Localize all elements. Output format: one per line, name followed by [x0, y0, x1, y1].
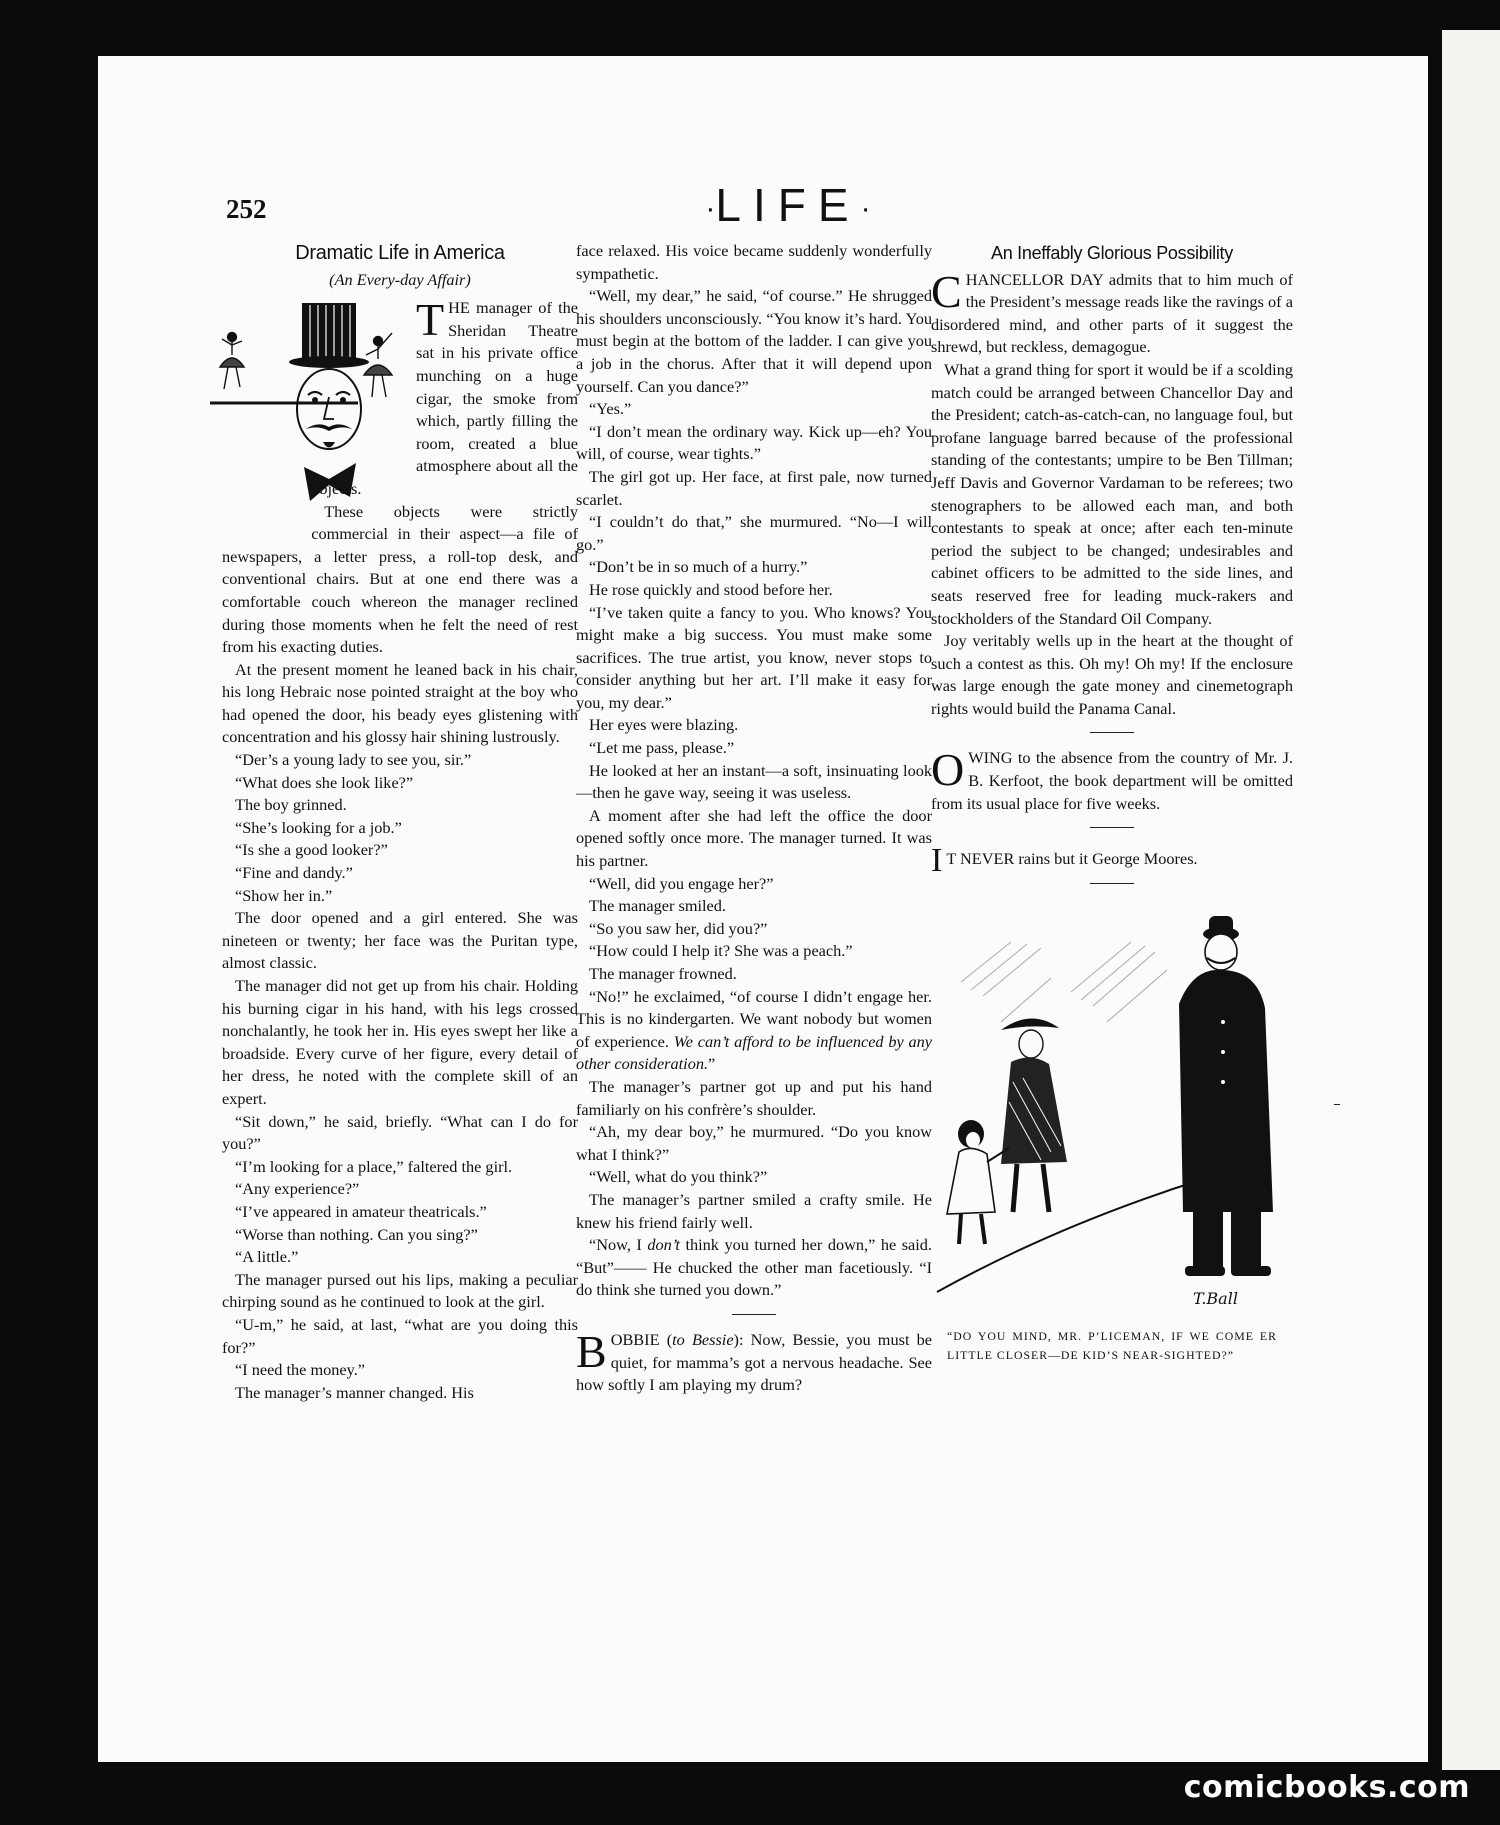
- italic-run: to Bessie: [672, 1329, 734, 1349]
- dialogue-line: “Well, what do you think?”: [589, 1167, 768, 1187]
- dialogue-line: “Any experience?”: [235, 1179, 360, 1199]
- article-title-ineffably-glorious: An Ineffably Glorious Possibility: [991, 243, 1233, 263]
- paragraph: The manager’s partner got up and put his hand familiarly on his confrère’s shoulder.: [576, 1076, 932, 1119]
- policeman-cartoon: [931, 912, 1291, 1317]
- paragraph: “Ah, my dear boy,” he murmured. “Do you know what I think?”: [576, 1122, 932, 1164]
- paragraph: The door opened and a girl entered. She was nineteen or twenty; her face was the Puritan type, almost classic.: [222, 908, 578, 973]
- paragraph: What a grand thing for sport it would be if a scolding match could be arranged between Chancellor Day and the President; catch-as-catch-can, no language foul, but profane language barred because of the professional standing of the contestants; umpire to be Ben Tillman; Jeff Davis and Governor Vardaman to be referees; two stenographers to be allowed each man, and both contestants to speak at once; after each ten-minute period the subject to be changed; undesirables and cabinet officers to be admitted to the side lines, and seats reserved free for leading muck-rakers and stockholders of the Standard Oil Company.: [931, 359, 1293, 628]
- dialogue-line: “I need the money.”: [235, 1360, 366, 1380]
- paragraph: [576, 986, 932, 1076]
- bobbie-joke: [576, 1325, 933, 1397]
- paragraph: “I couldn’t do that,” she murmured. “No—I will go.”: [576, 512, 932, 554]
- paragraph: “Well, my dear,” he said, “of course.” He shrugged his shoulders unconsciously. “You know it’s hard. You must begin at the bottom of the ladder. I can give you a job in the chorus. After that it will depend upon yourself. Can you dance?”: [576, 286, 932, 396]
- dialogue-line: Her eyes were blazing.: [589, 715, 739, 735]
- italic-run: don’t: [647, 1235, 680, 1255]
- dropcap-i: I: [931, 842, 943, 880]
- paragraph: HE manager of the Sheridan Theatre sat in his private office munching on a huge cigar, the smoke from which, partly filling the room, created a blue atmosphere about all the objects.: [311, 298, 578, 498]
- paragraph: The manager’s partner smiled a crafty smile. He knew his friend fairly well.: [576, 1189, 932, 1232]
- paragraph: WING to the absence from the country of Mr. J. B. Kerfoot, the book department will be omitted from its usual place for five weeks.: [931, 748, 1293, 813]
- column-1: [222, 240, 578, 1404]
- dialogue-line: “Is she a good looker?”: [235, 840, 388, 860]
- magazine-page: [98, 56, 1428, 1762]
- masthead-title: LIFE: [715, 179, 861, 231]
- dialogue-line: The manager frowned.: [589, 964, 737, 983]
- paragraph: The manager pursed out his lips, making a peculiar chirping sound as he continued to look at the girl.: [222, 1269, 578, 1312]
- text-run: ”: [708, 1054, 716, 1074]
- dialogue-line: “A little.”: [235, 1247, 299, 1267]
- paragraph: The girl got up. Her face, at first pale, now turned scarlet.: [576, 466, 932, 509]
- text-run: “No!” he exclaimed, “of course I didn’t engage her. This is no kindergarten. We want nobody but women of experience.: [576, 986, 932, 1051]
- paragraph: At the present moment he leaned back in his chair, his long Hebraic nose pointed straight at the boy who had opened the door, his beady eyes glistening with concentration and his glossy hair shining lustrously.: [222, 659, 578, 747]
- paragraph: [576, 1234, 932, 1302]
- divider-rule: [1090, 827, 1134, 828]
- dialogue-line: “Worse than nothing. Can you sing?”: [235, 1224, 478, 1244]
- text-run: think you turned her down,” he said. “But”—— He chucked the other man facetiously. “I do think she turned you down.”: [576, 1235, 933, 1300]
- dialogue-line: “So you saw her, did you?”: [589, 918, 768, 938]
- dropcap-t: T: [416, 294, 445, 346]
- italic-run: We can’t afford to be influenced by any other consideration.: [576, 1031, 932, 1074]
- paragraph: A moment after she had left the office the door opened softly once more. The manager turned. It was his partner.: [576, 805, 932, 871]
- dialogue-line: “Show her in.”: [235, 885, 333, 905]
- artist-signature: T.Ball: [1193, 1288, 1238, 1308]
- quip-george-moores: [931, 842, 1293, 880]
- dialogue-line: “Well, did you engage her?”: [589, 873, 774, 893]
- dialogue-line: “Don’t be in so much of a hurry.”: [589, 557, 808, 577]
- paragraph: “I’m looking for a place,” faltered the girl.: [235, 1156, 513, 1176]
- page-number: 252: [226, 194, 267, 224]
- policeman-figure: [1179, 916, 1273, 1276]
- paragraph: “How could I help it? She was a peach.”: [589, 941, 853, 961]
- paragraph: [576, 1325, 933, 1397]
- dialogue-line: “Yes.”: [589, 399, 632, 419]
- paragraph: T NEVER rains but it George Moores.: [946, 849, 1198, 869]
- margin-mark: [1334, 1104, 1340, 1105]
- dialogue-line: “I’ve appeared in amateur theatricals.”: [235, 1201, 487, 1221]
- adjacent-page-edge: [1442, 30, 1500, 1770]
- dancer-figure: [220, 333, 244, 390]
- masthead: ·LIFE·: [705, 179, 871, 231]
- paragraph: The manager did not get up from his chair. Holding his burning cigar in his hand, with his legs crossed nonchalantly, he took her in. His eyes swept her like a broadside. Every curve of her figure, every detail of her dress, he noted with the complete skill of an expert.: [222, 976, 578, 1108]
- paragraph: The manager’s manner changed. His: [235, 1382, 474, 1402]
- paragraph: These objects were strictly commercial in their aspect—a file of newspapers, a letter press, a roll-top desk, and conventional chairs. But at one end there was a comfortable couch whereon the manager reclined during those moments when he felt the need of rest from his exacting duties.: [222, 501, 578, 657]
- column-3: [931, 240, 1293, 1365]
- paragraph: “U-m,” he said, at last, “what are you doing this for?”: [222, 1314, 578, 1357]
- site-watermark: comicbooks.com: [1183, 1770, 1470, 1805]
- dropcap-c: C: [931, 265, 962, 317]
- text-run: “Now, I: [589, 1235, 648, 1255]
- dialogue-line: “Der’s a young lady to see you, sir.”: [235, 750, 472, 770]
- paragraph: face relaxed. His voice became suddenly wonderfully sympathetic.: [576, 241, 932, 283]
- child-figure: [947, 1120, 1009, 1244]
- divider-rule: [732, 1314, 776, 1315]
- article-subtitle: (An Every-day Affair): [329, 269, 471, 289]
- paragraph: HANCELLOR DAY admits that to him much of the President’s message reads like the ravings of a disordered mind, and other parts of it suggest the shrewd, but reckless, demagogue.: [931, 269, 1293, 357]
- cartoon-caption: “DO YOU MIND, MR. P’LICEMAN, IF WE COME ER LITTLE CLOSER—DE KID’S NEAR-SIGHTED?”: [947, 1329, 1277, 1363]
- divider-rule: [1090, 883, 1134, 884]
- paragraph: “I’ve taken quite a fancy to you. Who knows? You might make a big success. You must make some sacrifices. The true artist, you know, never stops to consider anything but her art. I’ll make it easy for you, my dear.”: [576, 602, 932, 712]
- dialogue-line: “Fine and dandy.”: [235, 863, 353, 883]
- paragraph: “Sit down,” he said, briefly. “What can I do for you?”: [222, 1111, 578, 1154]
- text-run: OBBIE (: [610, 1329, 673, 1349]
- paragraph: Joy veritably wells up in the heart at the thought of such a contest as this. Oh my! Oh my! If the enclosure was large enough the gate money and cinemetograph rights would build the Panama Canal.: [931, 631, 1293, 718]
- girl-figure: [1001, 1018, 1067, 1212]
- manager-cigar-illustration: [210, 297, 410, 525]
- dropcap-b: B: [576, 1325, 607, 1377]
- dialogue-line: “She’s looking for a job.”: [235, 817, 402, 837]
- notice-kerfoot: [931, 744, 1293, 815]
- text-run: ): Now, Bessie, you must be quiet, for mamma’s got a nervous headache. See how softly I am playing my drum?: [576, 1329, 933, 1395]
- dialogue-line: “What does she look like?”: [235, 772, 414, 792]
- paragraph: He looked at her an instant—a soft, insinuating look—then he gave way, seeing it was useless.: [576, 760, 932, 803]
- article-title-dramatic-life: Dramatic Life in America: [295, 242, 505, 264]
- dialogue-line: The manager smiled.: [589, 896, 726, 916]
- divider-rule: [1090, 732, 1134, 733]
- paragraph: “I don’t mean the ordinary way. Kick up—eh? You will, of course, wear tights.”: [576, 421, 932, 464]
- dialogue-line: “Let me pass, please.”: [589, 738, 735, 758]
- dialogue-line: He rose quickly and stood before her.: [589, 579, 833, 599]
- dialogue-line: The boy grinned.: [235, 795, 347, 815]
- dropcap-o: O: [931, 744, 965, 796]
- column-2: [576, 240, 932, 1397]
